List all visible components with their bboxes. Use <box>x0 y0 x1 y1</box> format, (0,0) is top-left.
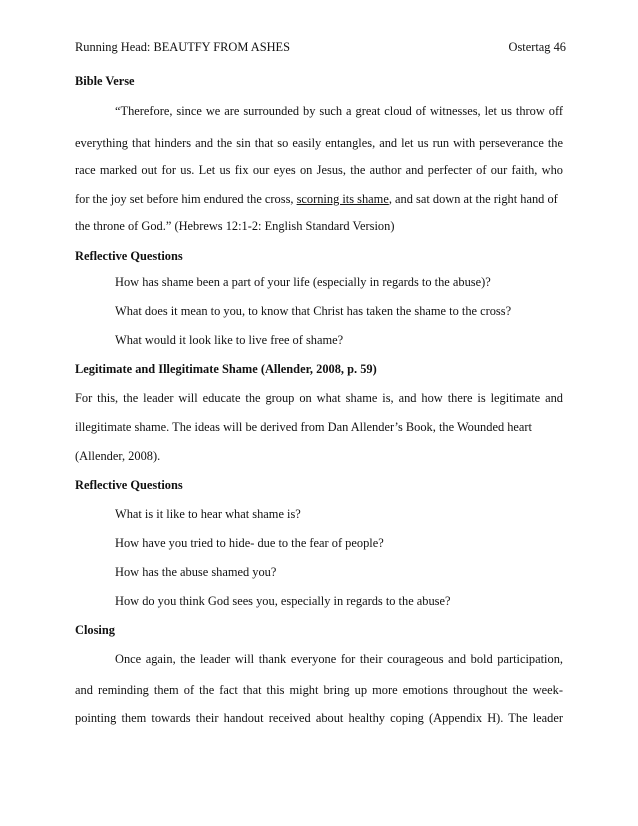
underlined-phrase: scorning its shame <box>296 192 389 206</box>
legit-line-2: illegitimate shame. The ideas will be derived from Dan Allender’s Book, the Wounded heart <box>75 420 532 434</box>
reflective-questions-heading: Reflective Questions <box>75 249 183 263</box>
legit-line-3: (Allender, 2008). <box>75 449 161 463</box>
verse-line-4-start: for the joy set before him endured the cross, <box>75 192 297 206</box>
question-item: How has the abuse shamed you? <box>115 565 277 579</box>
question-item: How have you tried to hide- due to the fear of people? <box>115 536 384 550</box>
question-item: How do you think God sees you, especially in regards to the abuse? <box>115 594 451 608</box>
verse-line-4-end: , and sat down at the right hand of <box>388 192 558 206</box>
legit-line-1: For this, the leader will educate the group on what shame is, and how there is legitimate and <box>75 391 563 405</box>
verse-line-3: race marked out for us. Let us fix our eyes on Jesus, the author and perfecter of our faith, who <box>75 163 563 177</box>
closing-line-2: and reminding them of the fact that this might bring up more emotions throughout the week- <box>75 683 563 697</box>
running-head: Running Head: BEAUTFY FROM ASHES <box>75 40 291 54</box>
question-item: What is it like to hear what shame is? <box>115 507 301 521</box>
page-number: Ostertag 46 <box>508 40 566 54</box>
question-item: What would it look like to live free of shame? <box>115 333 344 347</box>
verse-line-1: “Therefore, since we are surrounded by such a great cloud of witnesses, let us throw off <box>115 104 563 118</box>
verse-line-4 <box>75 192 558 207</box>
closing-line-3: pointing them towards their handout received about healthy coping (Appendix H). The leader <box>75 711 563 725</box>
closing-line-1: Once again, the leader will thank everyone for their courageous and bold participation, <box>115 652 563 666</box>
reflective-questions-heading: Reflective Questions <box>75 478 183 492</box>
closing-heading: Closing <box>75 623 115 637</box>
legitimate-shame-heading: Legitimate and Illegitimate Shame (Allender, 2008, p. 59) <box>75 362 377 376</box>
bible-verse-heading: Bible Verse <box>75 74 135 88</box>
question-item: What does it mean to you, to know that Christ has taken the shame to the cross? <box>115 304 512 318</box>
verse-line-2: everything that hinders and the sin that so easily entangles, and let us run with perseverance the <box>75 136 563 150</box>
verse-line-5: the throne of God.” (Hebrews 12:1-2: English Standard Version) <box>75 219 395 233</box>
question-item: How has shame been a part of your life (especially in regards to the abuse)? <box>115 275 491 289</box>
